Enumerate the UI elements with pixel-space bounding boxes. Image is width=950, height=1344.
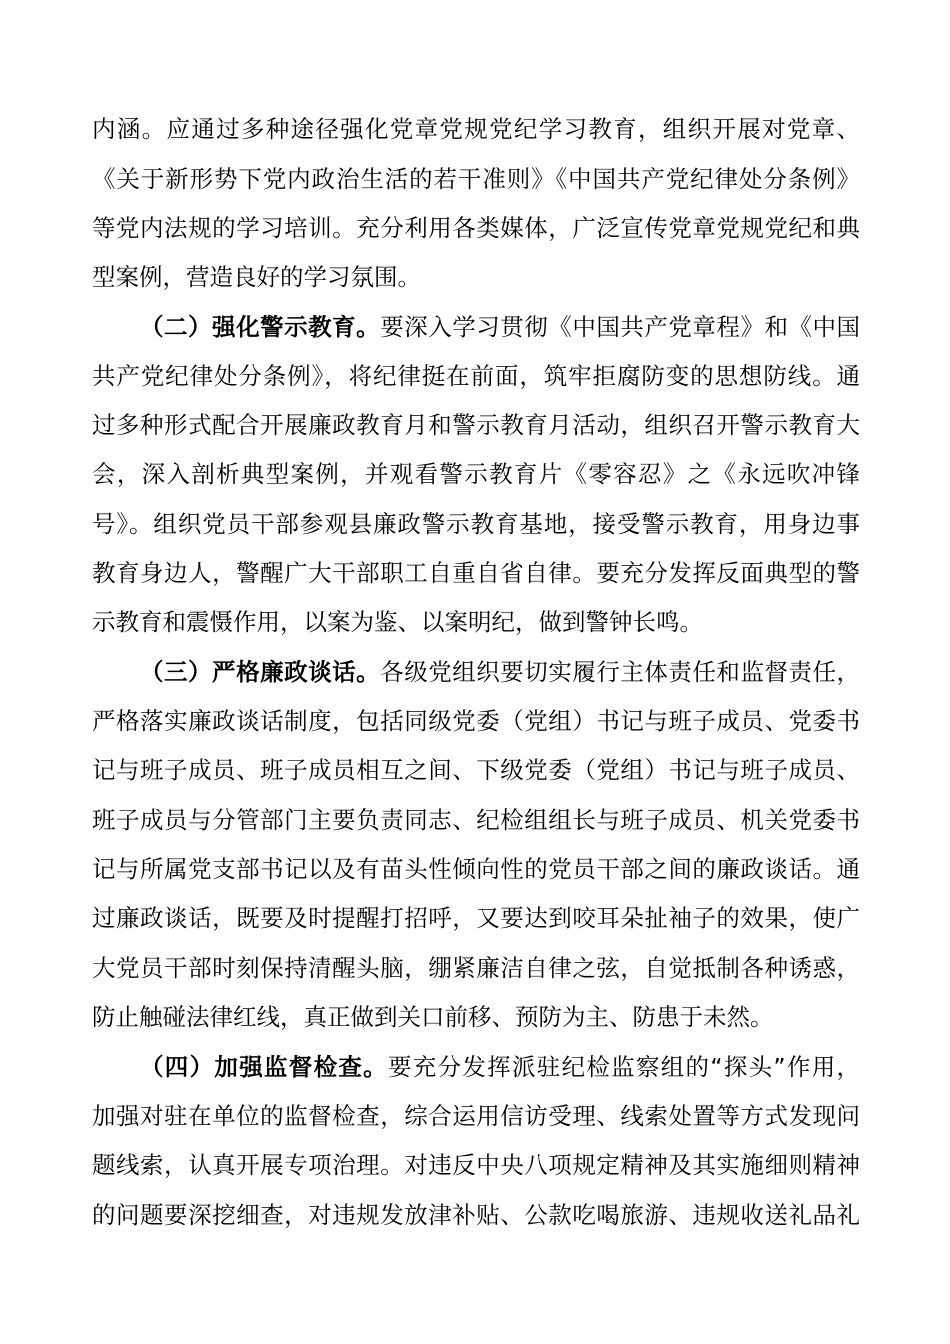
- paragraph-line: 内涵。应通过多种途径强化党章党规党纪学习教育，组织开展对党章、: [92, 115, 860, 143]
- paragraph-line: 过多种形式配合开展廉政教育月和警示教育月活动，组织召开警示教育大: [92, 411, 860, 439]
- paragraph-line: 记与所属党支部书记以及有苗头性倾向性的党员干部之间的廉政谈话。通: [92, 855, 860, 883]
- paragraph-line: 过廉政谈话，既要及时提醒打招呼，又要达到咬耳朵扯袖子的效果，使广: [92, 904, 860, 932]
- paragraph-line: 共产党纪律处分条例》，将纪律挺在前面，筑牢拒腐防变的思想防线。通: [92, 362, 860, 390]
- paragraph-line: 型案例，营造良好的学习氛围。: [92, 263, 421, 291]
- paragraph-line: 教育身边人，警醒广大干部职工自重自省自律。要充分发挥反面典型的警: [92, 559, 860, 587]
- paragraph-text: 要充分发挥派驻纪检监察组的“探头”作用，: [387, 1053, 860, 1081]
- paragraph-line: 的问题要深挖细查，对违规发放津补贴、公款吃喝旅游、违规收送礼品礼: [92, 1201, 860, 1229]
- paragraph-line: 严格落实廉政谈话制度，包括同级党委（党组）书记与班子成员、党委书: [92, 707, 860, 735]
- section-heading-2: （二）强化警示教育。: [140, 313, 381, 341]
- paragraph-line: 示教育和震慑作用，以案为鉴、以案明纪，做到警钟长鸣。: [92, 608, 703, 636]
- paragraph-line: 防止触碰法律红线，真正做到关口前移、预防为主、防患于未然。: [92, 1003, 774, 1031]
- paragraph-line-heading-4: [140, 1043, 860, 1091]
- paragraph-line: 《关于新形势下党内政治生活的若干准则》《中国共产党纪律处分条例》: [92, 165, 860, 193]
- paragraph-line-heading-3: [140, 648, 860, 696]
- section-heading-3: （三）严格廉政谈话。: [140, 658, 381, 686]
- paragraph-line: 加强对驻在单位的监督检查，综合运用信访受理、线索处置等方式发现问: [92, 1102, 860, 1130]
- paragraph-line: 大党员干部时刻保持清醒头脑，绷紧廉洁自律之弦，自觉抵制各种诱惑，: [92, 954, 860, 982]
- paragraph-line: 班子成员与分管部门主要负责同志、纪检组组长与班子成员、机关党委书: [92, 806, 860, 834]
- paragraph-line: 题线索，认真开展专项治理。对违反中央八项规定精神及其实施细则精神: [92, 1151, 860, 1179]
- paragraph-line: 会，深入剖析典型案例，并观看警示教育片《零容忍》之《永远吹冲锋: [92, 460, 860, 488]
- paragraph-line-heading-2: [140, 303, 860, 351]
- paragraph-line: 号》。组织党员干部参观县廉政警示教育基地，接受警示教育，用身边事: [92, 510, 860, 538]
- paragraph-line: 等党内法规的学习培训。充分利用各类媒体，广泛宣传党章党规党纪和典: [92, 214, 860, 242]
- paragraph-text: 要深入学习贯彻《中国共产党章程》和《中国: [380, 313, 860, 341]
- paragraph-text: 各级党组织要切实履行主体责任和监督责任，: [380, 658, 860, 686]
- section-heading-4: （四）加强监督检查。: [140, 1053, 388, 1081]
- paragraph-line: 记与班子成员、班子成员相互之间、下级党委（党组）书记与班子成员、: [92, 756, 860, 784]
